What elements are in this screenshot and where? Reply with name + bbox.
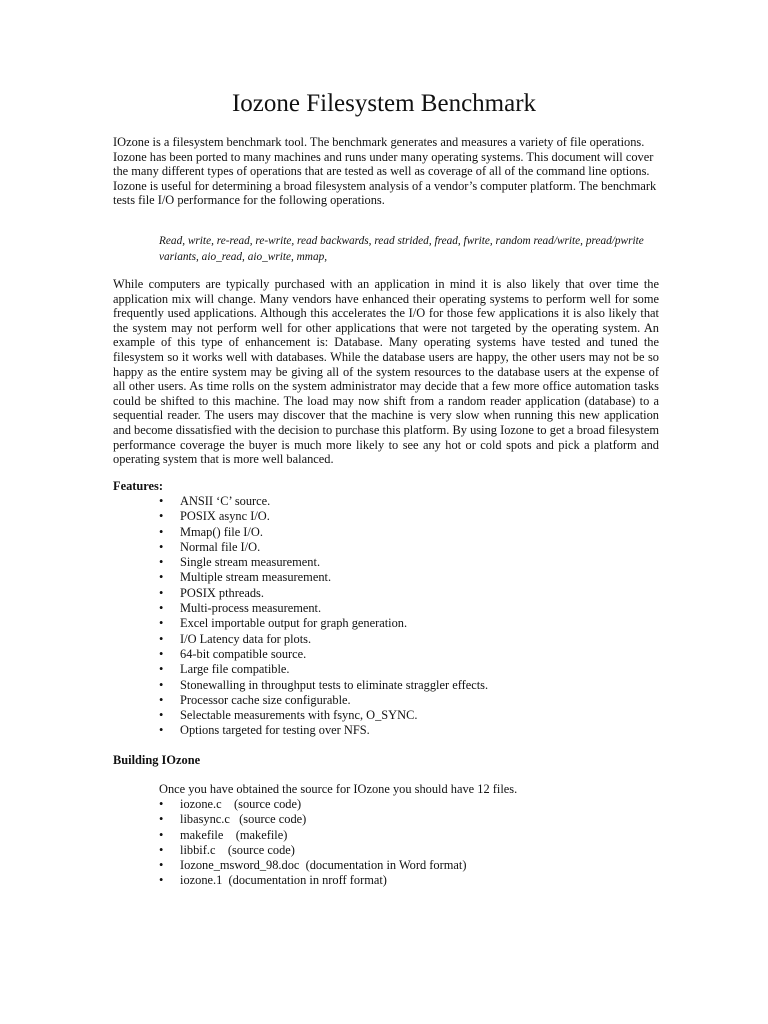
feature-item-text: Multiple stream measurement. bbox=[180, 570, 332, 585]
bullet-icon: • bbox=[159, 585, 164, 600]
feature-item bbox=[159, 616, 488, 631]
feature-item-text: Processor cache size configurable. bbox=[180, 692, 351, 707]
file-list bbox=[159, 797, 466, 889]
file-item-text: libasync.c (source code) bbox=[180, 812, 307, 827]
file-item-text: iozone.1 (documentation in nroff format) bbox=[180, 873, 387, 888]
bullet-icon: • bbox=[159, 570, 164, 585]
intro-paragraph-2: Iozone is useful for determining a broad filesystem analysis of a vendor’s computer platform. The benchmark tests file I/O performance for the following operations. bbox=[113, 178, 657, 208]
file-item bbox=[159, 843, 466, 858]
file-item bbox=[159, 858, 466, 873]
bullet-icon: • bbox=[159, 646, 164, 661]
file-item-text: makefile (makefile) bbox=[180, 827, 288, 842]
feature-item-text: Mmap() file I/O. bbox=[180, 524, 263, 539]
file-item-text: iozone.c (source code) bbox=[180, 797, 302, 811]
operations-list bbox=[159, 234, 659, 265]
bullet-icon: • bbox=[159, 873, 164, 888]
intro-section bbox=[113, 135, 665, 208]
document-title: Iozone Filesystem Benchmark bbox=[231, 90, 537, 117]
bullet-icon: • bbox=[159, 662, 164, 677]
bullet-icon: • bbox=[159, 842, 164, 857]
feature-item bbox=[159, 555, 488, 570]
feature-item bbox=[159, 570, 488, 585]
bullet-icon: • bbox=[159, 539, 164, 554]
feature-item-text: POSIX async I/O. bbox=[180, 509, 270, 524]
bullet-icon: • bbox=[159, 692, 164, 707]
operations-text: Read, write, re-read, re-write, read backwards, read strided, fread, fwrite, random read/write, pread/pwrite variants, aio_read, aio_write, mmap, bbox=[159, 235, 644, 263]
feature-item bbox=[159, 693, 488, 708]
feature-item bbox=[159, 540, 488, 555]
bullet-icon: • bbox=[159, 827, 164, 842]
bullet-icon: • bbox=[159, 708, 164, 723]
bullet-icon: • bbox=[159, 631, 164, 646]
feature-item-text: Excel importable output for graph generation. bbox=[180, 616, 408, 631]
feature-item-text: Normal file I/O. bbox=[180, 539, 261, 554]
building-heading: Building IOzone bbox=[113, 753, 201, 767]
feature-item bbox=[159, 662, 488, 677]
file-item-text: libbif.c (source code) bbox=[180, 842, 295, 857]
feature-item bbox=[159, 647, 488, 662]
bullet-icon: • bbox=[159, 616, 164, 631]
bullet-icon: • bbox=[159, 509, 164, 524]
feature-item bbox=[159, 708, 488, 723]
file-item-text: Iozone_msword_98.doc (documentation in Word format) bbox=[180, 858, 467, 873]
bullet-icon: • bbox=[159, 858, 164, 873]
intro-paragraph-1: IOzone is a filesystem benchmark tool. The benchmark generates and measures a variety of file operations. Iozone has been ported to many machines and runs under many operating systems. This document will cover the many different types of operations that are tested as well as coverage of all of the command line options. bbox=[113, 135, 654, 179]
feature-item-text: Multi-process measurement. bbox=[180, 601, 322, 616]
feature-item-text: I/O Latency data for plots. bbox=[180, 631, 312, 646]
features-heading: Features: bbox=[113, 479, 164, 493]
feature-item-text: Options targeted for testing over NFS. bbox=[180, 723, 370, 738]
feature-item-text: Stonewalling in throughput tests to eliminate straggler effects. bbox=[180, 677, 489, 692]
feature-item bbox=[159, 586, 488, 601]
feature-item bbox=[159, 632, 488, 647]
file-item bbox=[159, 828, 466, 843]
feature-item-text: Single stream measurement. bbox=[180, 555, 321, 570]
file-item bbox=[159, 873, 466, 888]
feature-item bbox=[159, 509, 488, 524]
feature-item bbox=[159, 601, 488, 616]
feature-item-text: 64-bit compatible source. bbox=[180, 646, 307, 661]
feature-item-text: POSIX pthreads. bbox=[180, 585, 264, 600]
bullet-icon: • bbox=[159, 677, 164, 692]
feature-item-text: ANSII ‘C’ source. bbox=[180, 494, 271, 508]
bullet-icon: • bbox=[159, 797, 164, 811]
bullet-icon: • bbox=[159, 524, 164, 539]
file-item bbox=[159, 797, 466, 812]
bullet-icon: • bbox=[159, 494, 164, 508]
features-list bbox=[159, 494, 488, 739]
feature-item bbox=[159, 525, 488, 540]
file-item bbox=[159, 812, 466, 827]
feature-item-text: Selectable measurements with fsync, O_SYNC. bbox=[180, 708, 418, 723]
bullet-icon: • bbox=[159, 723, 164, 738]
feature-item bbox=[159, 678, 488, 693]
feature-item-text: Large file compatible. bbox=[180, 662, 290, 677]
feature-item bbox=[159, 723, 488, 738]
application-mix-paragraph: While computers are typically purchased with an application in mind it is also likely that over time the application mix will change. Many vendors have enhanced their operating systems to perform well for some frequently used applications. Although this accelerates the I/O for those few applications it is also likely that the system may not perform well for other applications that were not targeted by the operating system. An example of this type of enhancement is: Database. Many operating systems have tested and tuned the filesystem so it works well with databases. While the database users are happy, the other users may not be so happy as the entire system may be giving all of the system resources to the database users at the expense of all other users. As time rolls on the system administrator may decide that a few more office automation tasks could be shifted to this machine. The load may now shift from a random reader application (database) to a sequential reader. The users may discover that the machine is very slow when running this new application and become dissatisfied with the decision to purchase this platform. By using Iozone to get a broad filesystem performance coverage the buyer is much more likely to see any hot or cold spots and pick a platform and operating system that is more well balanced. bbox=[113, 277, 659, 467]
feature-item bbox=[159, 494, 488, 509]
bullet-icon: • bbox=[159, 555, 164, 570]
application-mix-section bbox=[113, 277, 659, 467]
bullet-icon: • bbox=[159, 812, 164, 827]
bullet-icon: • bbox=[159, 601, 164, 616]
building-intro: Once you have obtained the source for IOzone you should have 12 files. bbox=[159, 782, 518, 796]
